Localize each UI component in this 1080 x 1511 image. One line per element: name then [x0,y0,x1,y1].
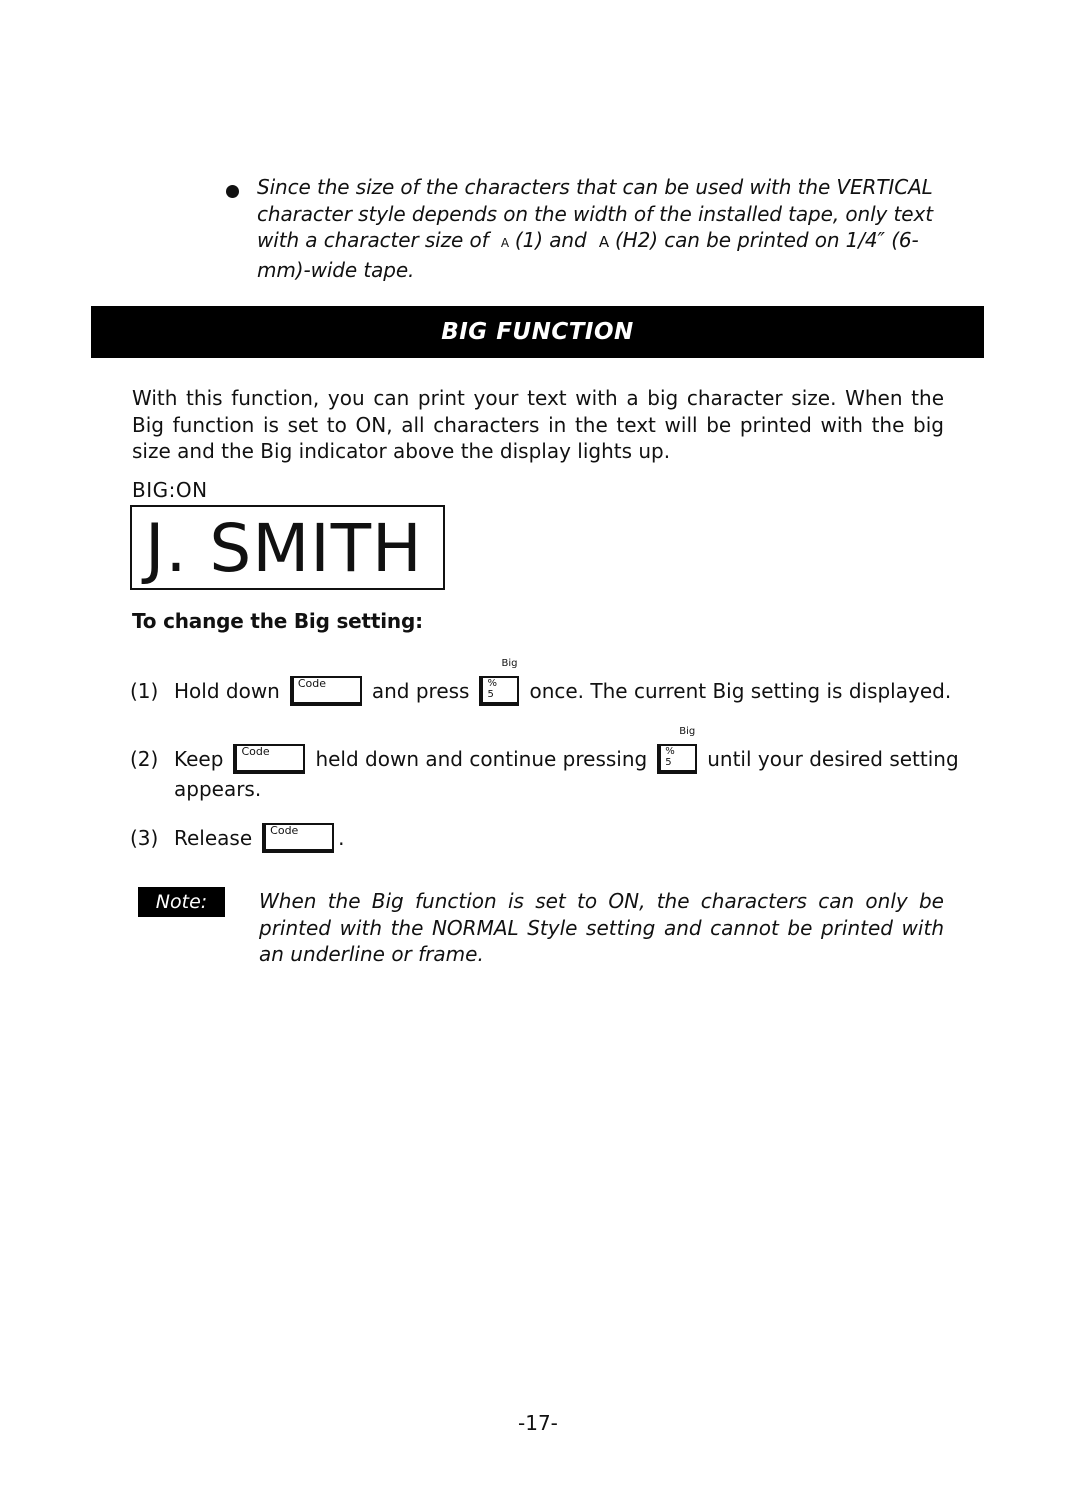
key-alt-label: Big [679,726,696,737]
step-text: and press [371,679,470,703]
section-header [91,306,984,358]
step-2 [130,726,959,775]
page-number: -17- [518,1411,558,1435]
key-label: % [665,746,675,757]
key-label: 5 [487,689,494,700]
key-label: % [487,678,497,689]
note-badge-label: Note: [155,891,208,913]
step-text: held down and continue pressing [315,747,648,771]
intro-paragraph: With this function, you can print your text with a big character size. When the Big function is set to ON, all characters in the text will be printed with the big size and the Big indicator above the display lights up. [132,386,944,463]
note-text: When the Big function is set to ON, the characters can only be printed with the NORMAL Style setting and cannot be printed with an underline or frame. [259,889,944,966]
step-text: once. The current Big setting is displayed. [529,679,952,703]
code-key-icon [233,744,305,774]
bullet-icon [226,185,239,198]
note-text-part: (1) and [514,228,587,252]
note-badge [138,887,225,917]
step-1 [130,658,952,707]
step-text: Keep [174,747,224,771]
note-text-part: (H2) can be printed on 1/4″ (6-mm)-wide tape. [257,228,919,282]
small-char-sample: A [500,236,509,250]
lcd-display [130,505,445,590]
key-label: 5 [665,757,672,768]
step-3 [130,822,345,854]
section-title: BIG FUNCTION [441,319,634,345]
key-label: Code [270,824,299,837]
step-text: Hold down [174,679,280,703]
note-text-part: Since the size of the characters that can be used with the VERTICAL character style depends on the width of the installed tape, only text with a character size of [257,175,933,252]
code-key-icon [290,676,362,706]
step-text: until your desired setting [707,747,959,771]
step-number: (3) [130,826,159,850]
step-2-continuation: appears. [174,777,262,801]
big-key-icon [479,658,519,706]
lcd-display-text: J. SMITH [145,510,423,587]
subheading: To change the Big setting: [132,609,423,633]
big-key-icon [657,726,697,774]
display-indicator-label: BIG:ON [132,478,208,502]
key-label: Code [241,745,270,758]
step-number: (2) [130,747,159,771]
step-number: (1) [130,679,159,703]
vertical-style-note [257,174,947,283]
key-alt-label: Big [501,658,518,669]
code-key-icon [262,823,334,853]
medium-char-sample: A [598,233,609,251]
step-text: Release [174,826,253,850]
key-label: Code [297,677,327,690]
step-text: . [338,826,345,850]
